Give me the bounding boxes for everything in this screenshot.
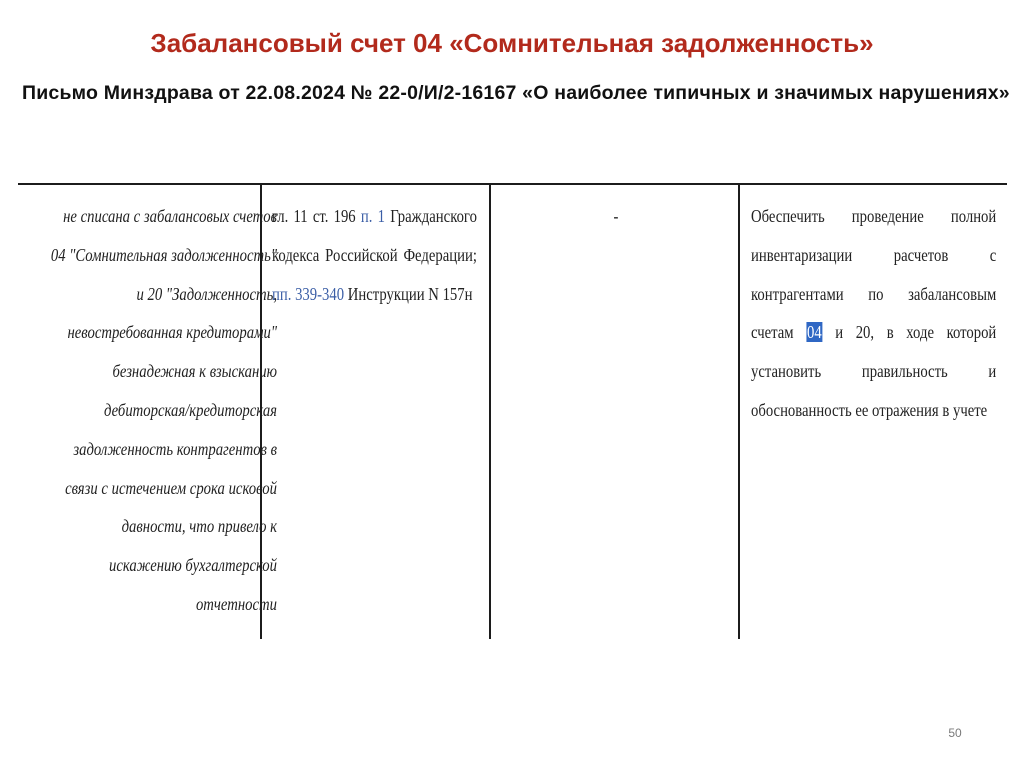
table-column-divider-3 <box>738 183 740 639</box>
recommendation-text: и 20, в ходе которой установить правильность и обоснованность ее отражения в учете <box>751 322 997 420</box>
highlighted-account-number: 04 <box>807 322 822 343</box>
legal-basis-link-clause[interactable]: п. 1 <box>360 206 385 226</box>
legal-basis-text: Инструкции N 157н <box>347 283 473 304</box>
violations-table-fragment <box>18 183 1007 639</box>
legal-basis-text: гл. 11 ст. 196 <box>272 206 356 226</box>
slide-title: Забалансовый счет 04 «Сомнительная задолженность» <box>150 28 874 58</box>
table-top-border <box>18 183 1007 185</box>
page-number: 50 <box>948 726 962 740</box>
empty-column-dash: - <box>613 206 619 226</box>
legal-basis-link-paragraphs[interactable]: пп. 339-340 <box>272 283 345 304</box>
legal-basis-text: Гражданского кодекса Российской Федерации; <box>272 206 477 265</box>
violation-description-cell: не списана с забалансовых счетов 04 "Сомнительная задолженность" и 20 "Задолженность, невостребованная кредиторами" безнадежная к взысканию дебиторская/кредиторская задолженность контрагентов в связи с истечением срока исковой давности, что привело к искажению бухгалтерской отчетности <box>50 206 278 614</box>
recommendation-cell <box>751 197 996 430</box>
table-column-divider-2 <box>489 183 491 639</box>
letter-reference: Письмо Минздрава от 22.08.2024 № 22-0/И/2-16167 «О наиболее типичных и значимых нарушениях» <box>22 82 1010 104</box>
legal-basis-cell <box>272 197 477 313</box>
recommendation-text: Обеспечить проведение полной инвентаризации расчетов с контрагентами по забалансовым счетам <box>751 206 997 343</box>
